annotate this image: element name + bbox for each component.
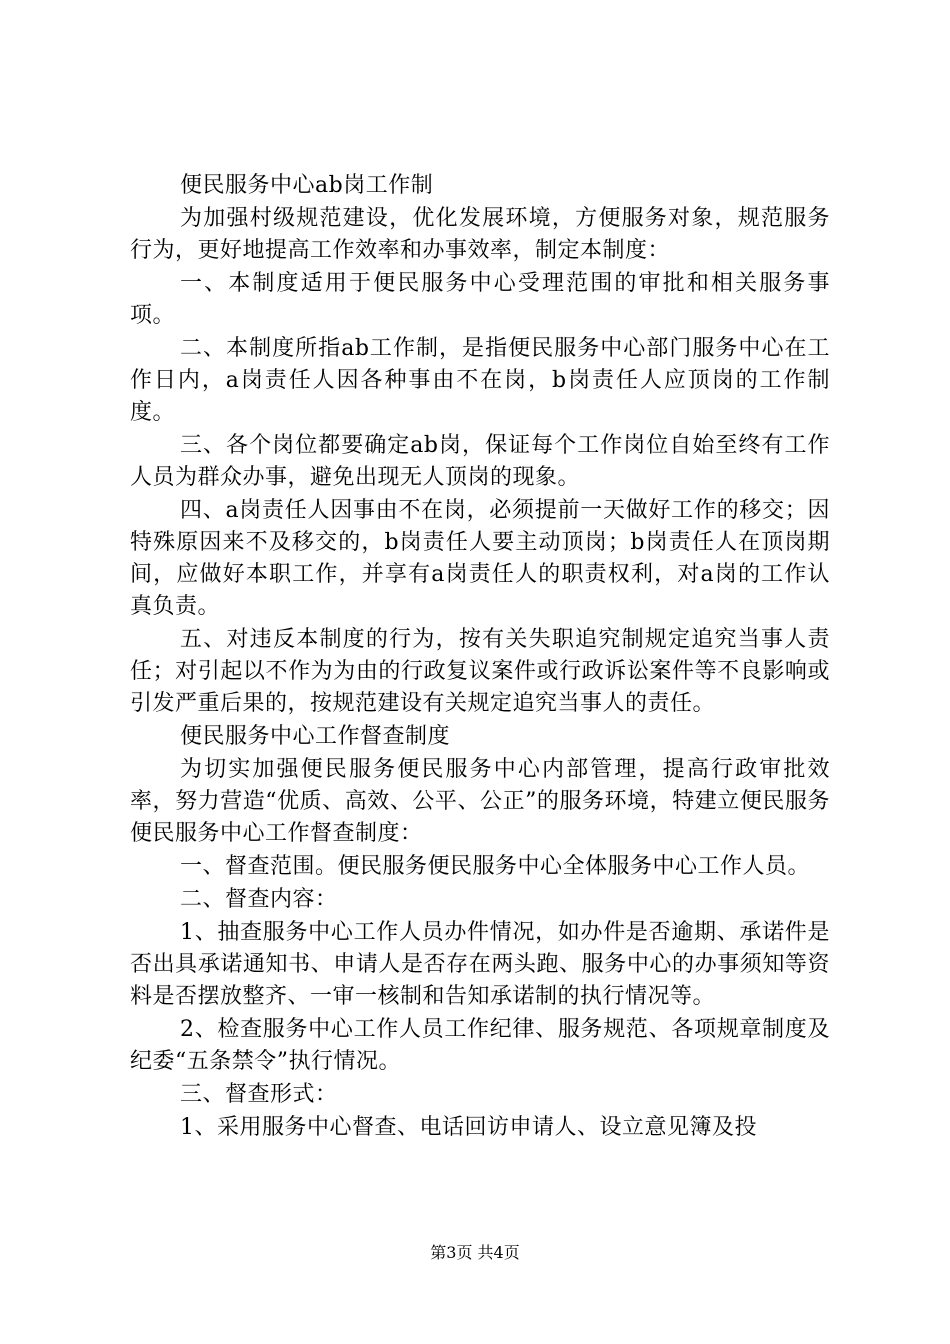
- section-title-ab-post: 便民服务中心ab岗工作制: [180, 173, 434, 198]
- paragraph: 1、采用服务中心督查、电话回访申请人、设立意见簿及投: [180, 1115, 757, 1140]
- paragraph: 三、督查形式：: [180, 1082, 338, 1107]
- paragraph: 二、本制度所指ab工作制，是指便民服务中心部门服务中心在工作日内，a岗责任人因各种事由不在岗，b岗责任人应顶岗的工作制度。: [130, 336, 830, 425]
- paragraph: 五、对违反本制度的行为，按有关失职追究制规定追究当事人责任；对引起以不作为为由的行政复议案件或行政诉讼案件等不良影响或引发严重后果的，按规范建设有关规定追究当事人的责任。: [130, 627, 830, 716]
- page-number-footer: 第3页 共4页: [430, 1243, 520, 1262]
- section-title-supervision: 便民服务中心工作督查制度: [180, 724, 451, 749]
- paragraph: 为加强村级规范建设，优化发展环境，方便服务对象，规范服务行为，更好地提高工作效率和办事效率，制定本制度：: [130, 206, 830, 263]
- paragraph: 四、a岗责任人因事由不在岗，必须提前一天做好工作的移交；因特殊原因来不及移交的，b岗责任人要主动顶岗；b岗责任人在顶岗期间，应做好本职工作，并享有a岗责任人的职责权利，对a岗的工作认真负责。: [130, 498, 830, 619]
- paragraph: 三、各个岗位都要确定ab岗，保证每个工作岗位自始至终有工作人员为群众办事，避免出现无人顶岗的现象。: [130, 433, 830, 490]
- document-body: [130, 170, 830, 1145]
- paragraph: 二、督查内容：: [180, 887, 338, 912]
- paragraph: 一、本制度适用于便民服务中心受理范围的审批和相关服务事项。: [130, 271, 830, 328]
- paragraph: 为切实加强便民服务便民服务中心内部管理，提高行政审批效率，努力营造“优质、高效、公平、公正”的服务环境，特建立便民服务便民服务中心工作督查制度：: [130, 757, 830, 846]
- paragraph: 一、督查范围。便民服务便民服务中心全体服务中心工作人员。: [180, 854, 811, 879]
- paragraph: 1、抽查服务中心工作人员办件情况，如办件是否逾期、承诺件是否出具承诺通知书、申请人是否存在两头跑、服务中心的办事须知等资料是否摆放整齐、一审一核制和告知承诺制的执行情况等。: [130, 920, 830, 1009]
- paragraph: 2、检查服务中心工作人员工作纪律、服务规范、各项规章制度及纪委“五条禁令”执行情况。: [130, 1017, 830, 1074]
